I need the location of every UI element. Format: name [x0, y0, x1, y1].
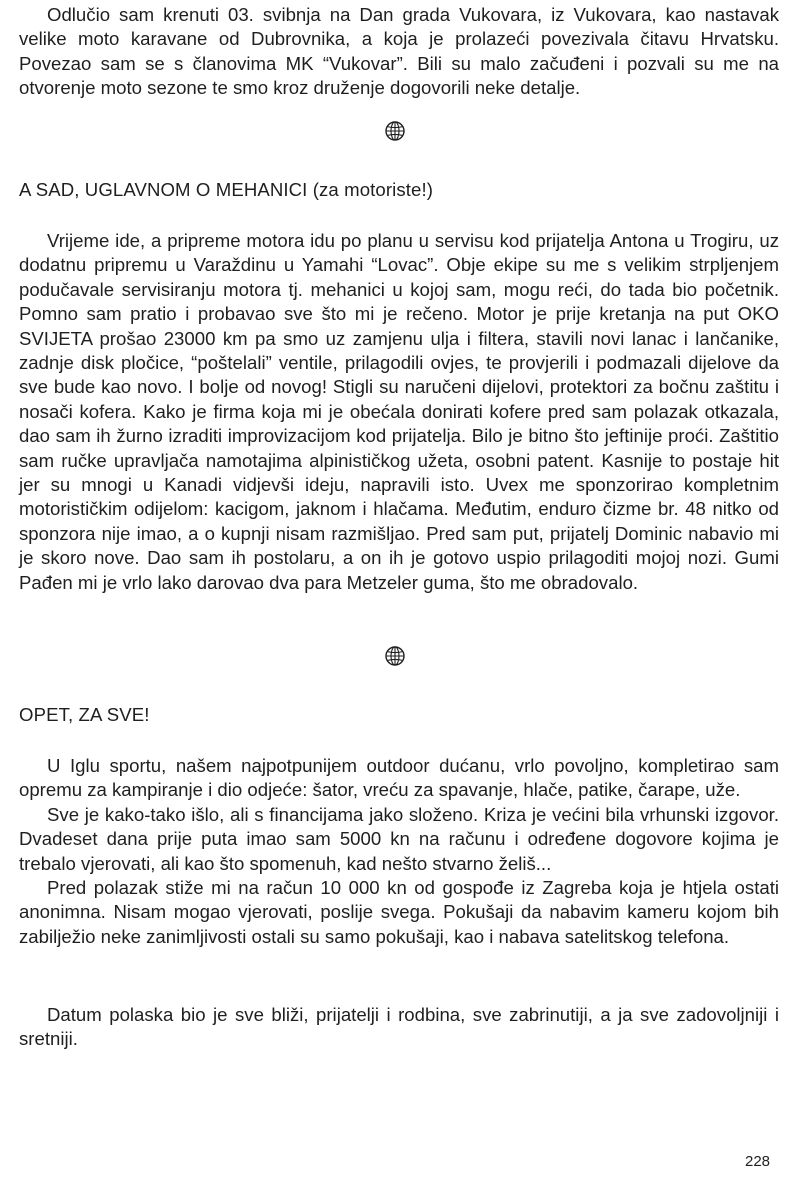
- page-number: 228: [745, 1153, 771, 1170]
- mechanics-section: [19, 229, 779, 595]
- intro-section: [19, 3, 779, 101]
- equipment-heading: OPET, ZA SVE!: [19, 704, 150, 725]
- intro-paragraph: Odlučio sam krenuti 03. svibnja na Dan grada Vukovara, iz Vukovara, kao nastavak velike moto karavane od Dubrovnika, a koja je prolazeći povezivala čitavu Hrvatsku. Povezao sam se s članovima MK “Vukovar”. Bili su malo začuđeni i pozvali su me na otvorenje moto sezone te smo kroz druženje dogovorili neke detalje.: [19, 4, 779, 99]
- departure-paragraph: Datum polaska bio je sve bliži, prijatelji i rodbina, sve zabrinutiji, a ja sve zadovoljniji i sretniji.: [19, 1004, 779, 1050]
- equipment-section: [19, 754, 779, 949]
- equipment-paragraph: Sve je kako-tako išlo, ali s financijama jako složeno. Kriza je većini bila vrhunski izgovor. Dvadeset dana prije puta imao sam 5000 kn na računu i određene dogovore kojima je trebalo vjerovati, ali kao što spomenuh, kad nešto stvarno želiš...: [19, 803, 779, 874]
- globe-icon: [384, 120, 406, 142]
- equipment-paragraph: Pred polazak stiže mi na račun 10 000 kn od gospođe iz Zagreba koja je htjela ostati anonimna. Nisam mogao vjerovati, poslije svega. Pokušaji da nabavim kameru kojom bih zabilježio neke zanimljivosti ostali su samo pokušaji, kao i nabava satelitskog telefona.: [19, 877, 779, 947]
- mechanics-heading: A SAD, UGLAVNOM O MEHANICI (za motoriste!): [19, 179, 434, 200]
- departure-section: [19, 1003, 779, 1052]
- globe-icon: [384, 645, 406, 667]
- equipment-paragraph: U Iglu sportu, našem najpotpunijem outdoor dućanu, vrlo povoljno, kompletirao sam opremu za kampiranje i dio odjeće: šator, vreću za spavanje, hlače, patike, čarape, uže.: [19, 755, 779, 801]
- mechanics-paragraph: Vrijeme ide, a pripreme motora idu po planu u servisu kod prijatelja Antona u Trogiru, uz dodatnu pripremu u Varaždinu u Yamahi “Lovac”. Obje ekipe su me s velikim strpljenjem podučavale servisiranju motora tj. mehanici u kojoj sam, mogu reći, do tada bio početnik. Pomno sam pratio i probavao sve što mi je rečeno. Motor je prije kretanja na put OKO SVIJETA prošao 23000 km pa smo uz zamjenu ulja i filtera, stavili novi lanac i lančanike, zadnje disk pločice, “poštelali” ventile, prilagodili ovjes, te provjerili i podmazali dijelove da sve bude kao novo. I bolje od novog! Stigli su naručeni dijelovi, protektori za bočnu zaštitu i nosači kofera. Kako je firma koja mi je obećala donirati kofere pred sam polazak otkazala, dao sam ih žurno izraditi improvizacijom kod prijatelja. Bilo je bitno što jeftinije proći. Zaštitio sam ručke upravljača namotajima alpinističkog užeta, osobni patent. Kasnije to postaje hit jer su mnogi u Kanadi vidjevši ideju, napravili isto. Uvex me sponzorirao kompletnim motorističkim odijelom: kacigom, jaknom i hlačama. Međutim, enduro čizme br. 48 nitko od sponzora nije imao, a o kupnji nisam razmišljao. Pred sam put, prijatelj Dominic nabavio mi je skoro nove. Dao sam ih postolaru, a on ih je gotovo uspio prilagoditi mojoj nozi. Gumi Pađen mi je vrlo lako darovao dva para Metzeler guma, što me obradovalo.: [19, 230, 779, 593]
